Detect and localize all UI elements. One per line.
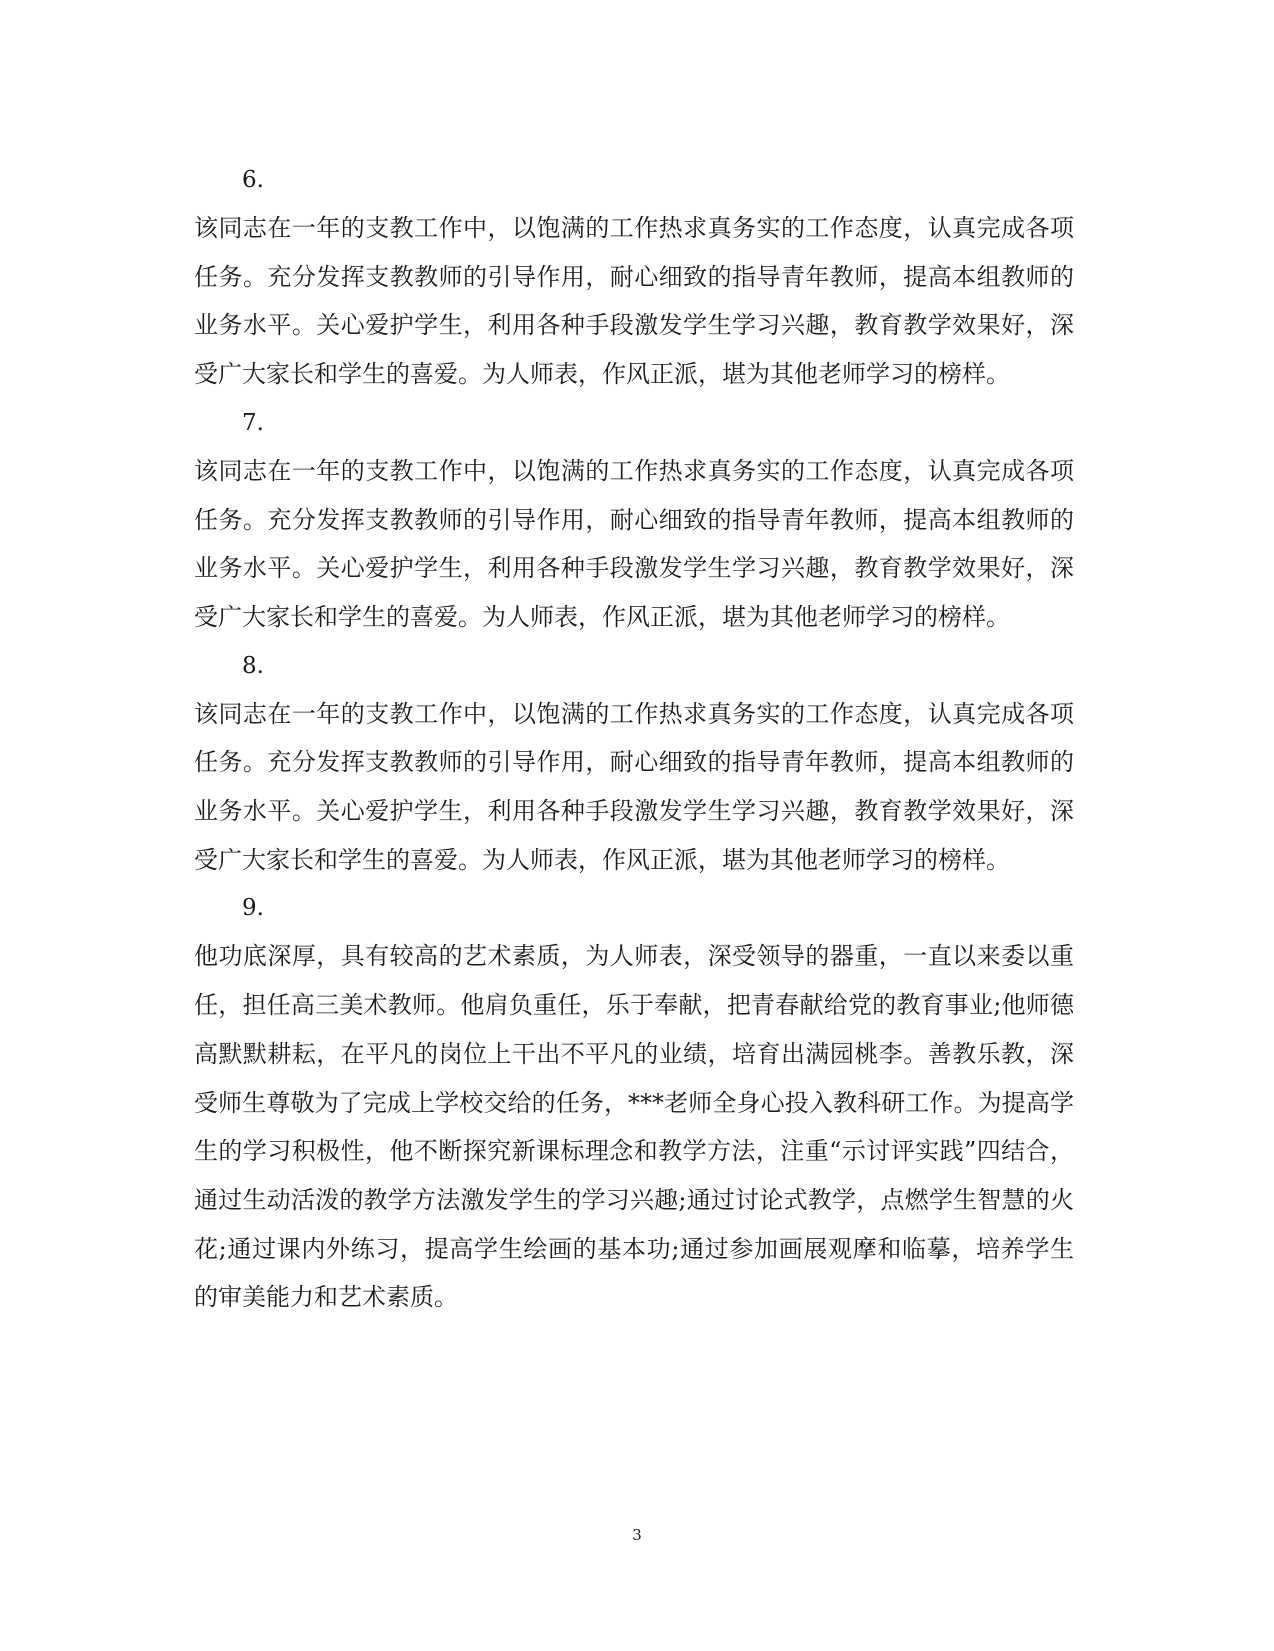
entry-7 [194, 399, 1074, 642]
entry-8 [194, 642, 1074, 885]
entry-6 [194, 156, 1074, 399]
entry-paragraph: 该同志在一年的支教工作中，以饱满的工作热求真务实的工作态度，认真完成各项任务。充分发挥支教教师的引导作用，耐心细致的指导青年教师，提高本组教师的业务水平。关心爱护学生，利用各种手段激发学生学习兴趣，教育教学效果好，深受广大家长和学生的喜爱。为人师表，作风正派，堪为其他老师学习的榜样。 [194, 456, 1074, 631]
entry-paragraph: 该同志在一年的支教工作中，以饱满的工作热求真务实的工作态度，认真完成各项任务。充分发挥支教教师的引导作用，耐心细致的指导青年教师，提高本组教师的业务水平。关心爱护学生，利用各种手段激发学生学习兴趣，教育教学效果好，深受广大家长和学生的喜爱。为人师表，作风正派，堪为其他老师学习的榜样。 [194, 214, 1074, 389]
page-number: 3 [632, 1526, 642, 1544]
entry-number: 9. [242, 895, 264, 922]
entry-number: 7. [242, 409, 264, 436]
entry-9 [194, 884, 1074, 1322]
entry-number: 6. [242, 167, 264, 193]
document-body [194, 156, 1074, 1322]
entry-paragraph: 他功底深厚，具有较高的艺术素质，为人师表，深受领导的器重，一直以来委以重任，担任高三美术教师。他肩负重任，乐于奉献，把青春献给党的教育事业;他师德高默默耕耘，在平凡的岗位上干出不平凡的业绩，培育出满园桃李。善教乐教，深受师生尊敬为了完成上学校交给的任务，***老师全身心投入教科研工作。为提高学生的学习积极性，他不断探究新课标理念和教学方法，注重“示讨评实践”四结合，通过生动活泼的教学方法激发学生的学习兴趣;通过讨论式教学，点燃学生智慧的火花;通过课内外练习，提高学生绘画的基本功;通过参加画展观摩和临摹，培养学生的审美能力和艺术素质。 [194, 942, 1074, 1312]
entry-number: 8. [242, 652, 264, 679]
entry-paragraph: 该同志在一年的支教工作中，以饱满的工作热求真务实的工作态度，认真完成各项任务。充分发挥支教教师的引导作用，耐心细致的指导青年教师，提高本组教师的业务水平。关心爱护学生，利用各种手段激发学生学习兴趣，教育教学效果好，深受广大家长和学生的喜爱。为人师表，作风正派，堪为其他老师学习的榜样。 [194, 699, 1074, 874]
